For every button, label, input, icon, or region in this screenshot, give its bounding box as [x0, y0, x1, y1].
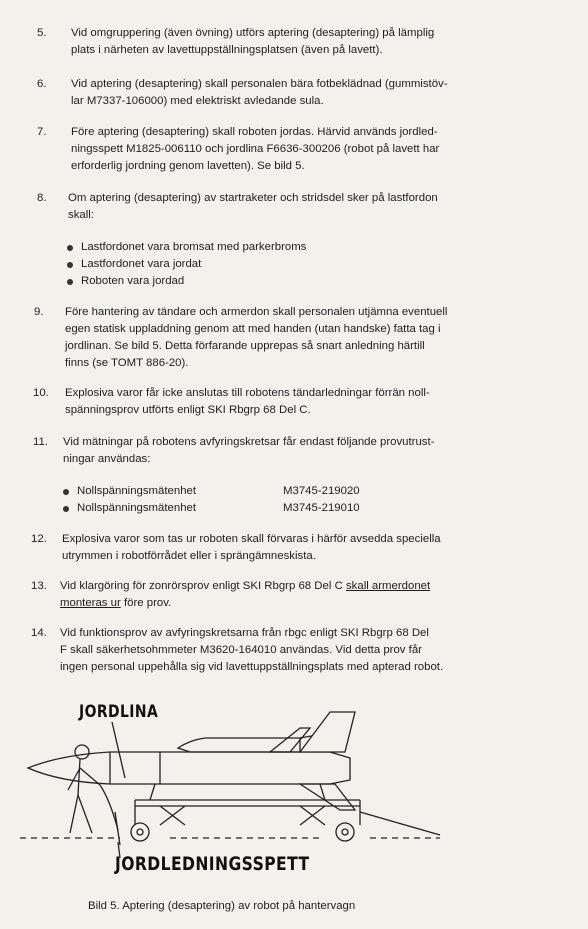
item-line: Vid funktionsprov av avfyringskretsarna från rbgc enligt SKI Rbgrp 68 Del [60, 627, 429, 639]
item-line: Före hantering av tändare och armerdon skall personalen utjämna eventuell [65, 306, 448, 318]
item-line: ningsspett M1825-006110 och jordlina F6636-300206 (robot på lavett har [71, 143, 440, 155]
item-line: skall: [68, 209, 94, 221]
item-line: finns (se TOMT 886-20). [65, 357, 189, 369]
figure-caption: Bild 5. Aptering (desaptering) av robot på hantervagn [88, 900, 356, 912]
item-number: 13. [31, 580, 47, 592]
underlined-text: skall armerdonet [345, 580, 431, 592]
item-number: 12. [31, 533, 47, 545]
item-line: Vid aptering (desaptering) skall personalen bära fotbeklädnad (gummistöv- [71, 78, 448, 90]
item-line: jordlinan. Se bild 5. Detta förfarande upprepas så snart anledning härtill [65, 340, 425, 352]
item-line: plats i närheten av lavettuppställningsplatsen (även på lavett). [71, 44, 383, 56]
item-line: Före aptering (desaptering) skall roboten jordas. Härvid används jordled- [71, 126, 438, 138]
item-line: lar M7337-106000) med elektriskt avledande sula. [71, 95, 324, 107]
label-jordledningsspett: JORDLEDNINGSSPETT [115, 853, 310, 875]
item-number: 7. [37, 126, 47, 138]
document-page: 5. Vid omgruppering (även övning) utförs aptering (desaptering) på lämplig plats i närheten av lavettuppställningsplatsen (även på lavett). 6. Vid aptering (desaptering) skall personalen bära fotbeklädnad (gummistöv- lar M7337-106000) med elektriskt avledande sula. 7. Före aptering (desaptering) skall roboten jordas. Härvid används jordled- ningsspett M1825-006110 och jordlina F6636-300206 (robot på lavett har erforderlig jordning genom lavetten). Se bild 5. 8. Om aptering (desaptering) av startraketer och stridsdel sker på lastfordon skall: Lastfordonet vara bromsat med parkerbroms Lastfordonet vara jordat Roboten vara jordad 9. Före hantering av tändare och armerdon skall personalen utjämna eventuell egen statisk uppladdning genom att med handen (utan handske) fatta tag i jordlinan. Se bild 5. Detta förfarande upprepas så snart anledning härtill finns (se TOMT 886-20). 10. Explosiva varor får icke anslutas till robotens tändarledningar förrän noll- spänningsprov utförts enligt SKI Rbgrp 68 Del C. 11. Vid mätningar på robotens avfyringskretsar får endast följande provutrust- ningar användas: Nollspänningsmätenhet M3745-219020 Nollspänningsmätenhet M3745-219010 12. Explosiva varor som tas ur roboten skall förvaras i härför avsedda speciella utrymmen i robotförrådet eller i sprängämneskista. 13. Vid klargöring för zonrörsprov enligt SKI Rbgrp 68 Del C skall armerdonet monteras ur före prov. 14. Vid funktionsprov av avfyringskretsarna från rbgc enligt SKI Rbgrp 68 Del F skall säkerhetsohmmeter M3620-164010 användas. Vid detta prov får ingen personal uppehålla sig vid lavettuppställningsplats med apterad robot. JORDLINA JORDLEDNINGSSPETT Bild 5. Aptering (desaptering) av robot på hantervagn [0, 0, 588, 929]
item-line: spänningsprov utförts enligt SKI Rbgrp 68 Del C. [65, 404, 311, 416]
item-line: monteras ur före prov. [60, 597, 172, 609]
item-line: Explosiva varor får icke anslutas till robotens tändarledningar förrän noll- [65, 387, 430, 399]
item-line: ingen personal uppehålla sig vid lavettuppställningsplats med apterad robot. [60, 661, 444, 673]
item-line: Vid klargöring för zonrörsprov enligt SKI Rbgrp 68 Del C skall armerdonet [60, 580, 431, 592]
item-line: egen statisk uppladdning genom att med handen (utan handske) fatta tag i [65, 323, 441, 335]
underlined-text: monteras ur [60, 597, 121, 609]
item-line: utrymmen i robotförrådet eller i sprängämneskista. [62, 550, 316, 562]
item-line: Vid omgruppering (även övning) utförs aptering (desaptering) på lämplig [71, 27, 435, 39]
item-number: 10. [33, 387, 49, 399]
item-line: F skall säkerhetsohmmeter M3620-164010 användas. Vid detta prov får [60, 644, 422, 656]
item-line: Explosiva varor som tas ur roboten skall förvaras i härför avsedda speciella [62, 533, 441, 545]
item-line: erforderlig jordning genom lavetten). Se bild 5. [71, 160, 305, 172]
item-number: 8. [37, 192, 47, 204]
item-number: 11. [33, 436, 48, 448]
item-line: Vid mätningar på robotens avfyringskretsar får endast följande provutrust- [63, 436, 435, 448]
label-jordlina: JORDLINA [79, 702, 159, 722]
item-line: ningar användas: [63, 453, 151, 465]
item-number: 5. [37, 27, 47, 39]
item-number: 9. [34, 306, 44, 318]
item-number: 14. [31, 627, 47, 639]
item-line: Om aptering (desaptering) av startraketer och stridsdel sker på lastfordon [68, 192, 438, 204]
item-number: 6. [37, 78, 47, 90]
